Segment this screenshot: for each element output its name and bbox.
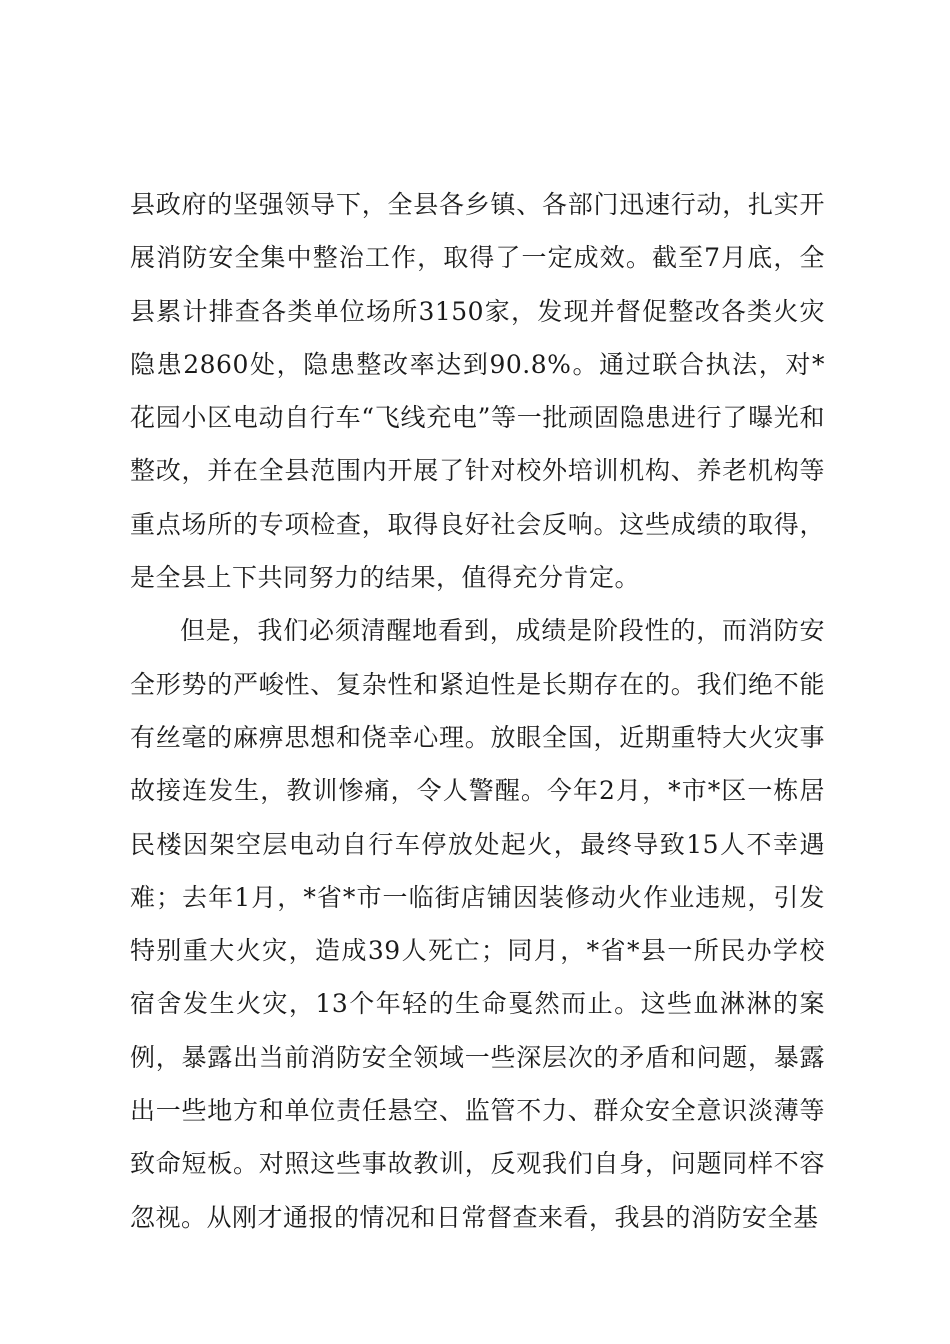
paragraph-warning: 但是，我们必须清醒地看到，成绩是阶段性的，而消防安全形势的严峻性、复杂性和紧迫性是长期存在的。我们绝不能有丝毫的麻痹思想和侥幸心理。放眼全国，近期重特大火灾事故接连发生，教训惨痛，令人警醒。今年2月，*市*区一栋居民楼因架空层电动自行车停放处起火，最终导致15人不幸遇难；去年1月，*省*市一临街店铺因装修动火作业违规，引发特别重大火灾，造成39人死亡；同月，*省*县一所民办学校宿舍发生火灾，13个年轻的生命戛然而止。这些血淋淋的案例，暴露出当前消防安全领域一些深层次的矛盾和问题，暴露出一些地方和单位责任悬空、监管不力、群众安全意识淡薄等致命短板。对照这些事故教训，反观我们自身，问题同样不容忽视。从刚才通报的情况和日常督查来看，我县的消防安全基: [130, 616, 825, 1232]
paragraph-achievements: 县政府的坚强领导下，全县各乡镇、各部门迅速行动，扎实开展消防安全集中整治工作，取得了一定成效。截至7月底，全县累计排查各类单位场所3150家，发现并督促整改各类火灾隐患2860处，隐患整改率达到90.8%。通过联合执法，对*花园小区电动自行车“飞线充电”等一批顽固隐患进行了曝光和整改，并在全县范围内开展了针对校外培训机构、养老机构等重点场所的专项检查，取得良好社会反响。这些成绩的取得，是全县上下共同努力的结果，值得充分肯定。: [130, 190, 825, 593]
document-body: [130, 178, 825, 1244]
